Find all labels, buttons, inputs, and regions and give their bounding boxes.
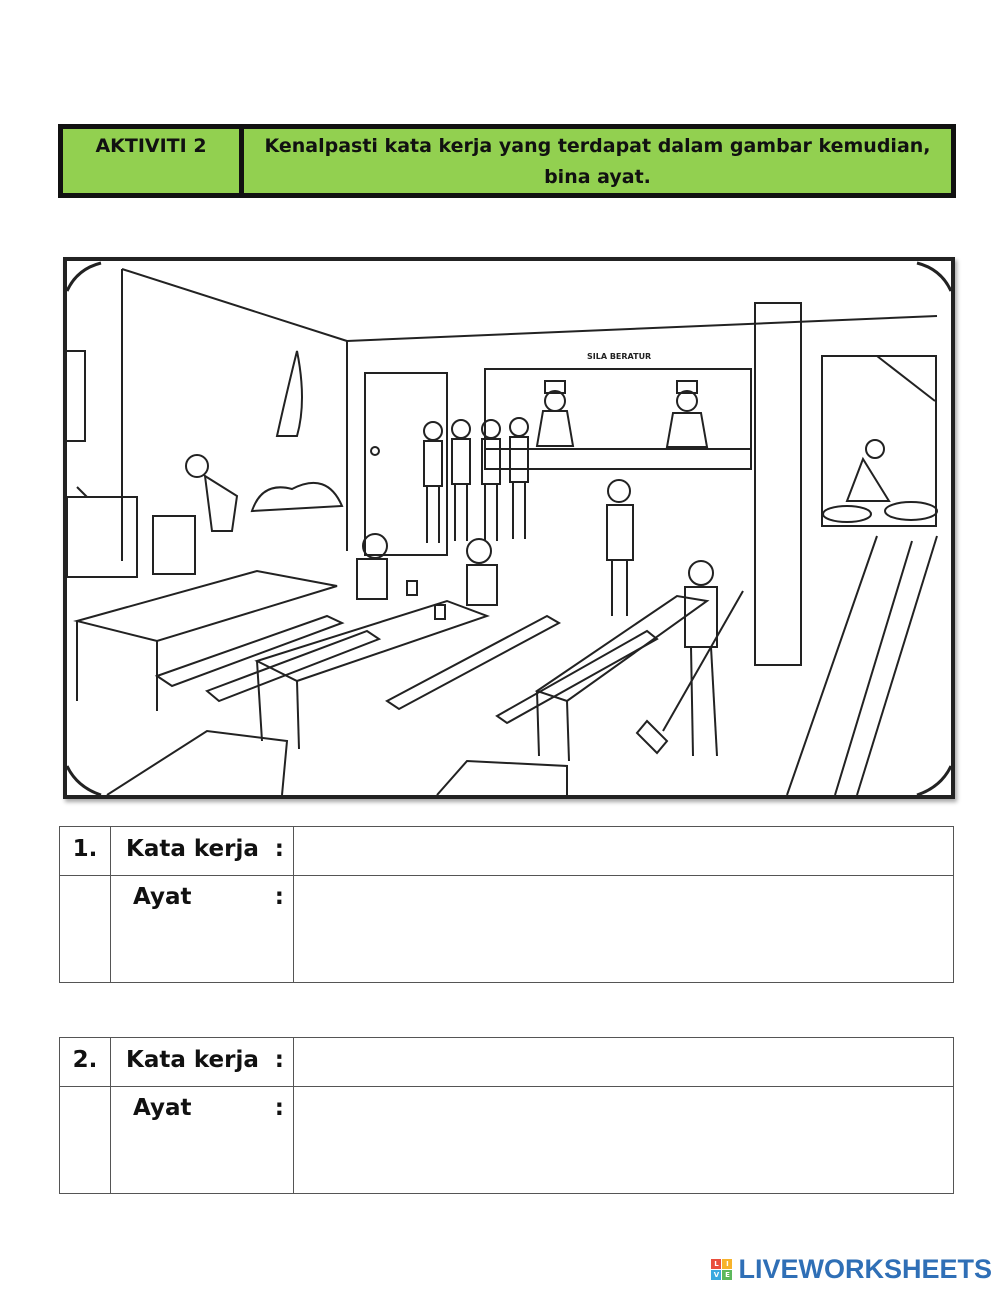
empty-cell: [60, 876, 111, 983]
question-2-table: [59, 1037, 954, 1194]
sentence-answer-field[interactable]: [294, 876, 954, 983]
question-number: 1.: [60, 827, 111, 876]
question-1-table: [59, 826, 954, 983]
empty-cell: [60, 1087, 111, 1194]
logo-text: LIVEWORKSHEETS: [738, 1254, 992, 1284]
verb-answer-field[interactable]: [294, 1038, 954, 1087]
verb-label: Kata kerja :: [111, 1038, 294, 1087]
verb-label: Kata kerja :: [111, 827, 294, 876]
activity-header: [58, 124, 956, 198]
canteen-illustration: [63, 257, 955, 799]
verb-answer-field[interactable]: [294, 827, 954, 876]
question-number: 2.: [60, 1038, 111, 1087]
liveworksheets-logo-icon: L I V E: [711, 1259, 732, 1280]
activity-label: AKTIVITI 2: [63, 129, 239, 193]
sign-text: SILA BERATUR: [587, 352, 652, 361]
sentence-label: Ayat :: [111, 876, 294, 983]
footer-logo[interactable]: [711, 1254, 992, 1285]
sentence-label: Ayat :: [111, 1087, 294, 1194]
activity-instruction: Kenalpasti kata kerja yang terdapat dalam gambar kemudian, bina ayat.: [244, 129, 951, 193]
sentence-answer-field[interactable]: [294, 1087, 954, 1194]
